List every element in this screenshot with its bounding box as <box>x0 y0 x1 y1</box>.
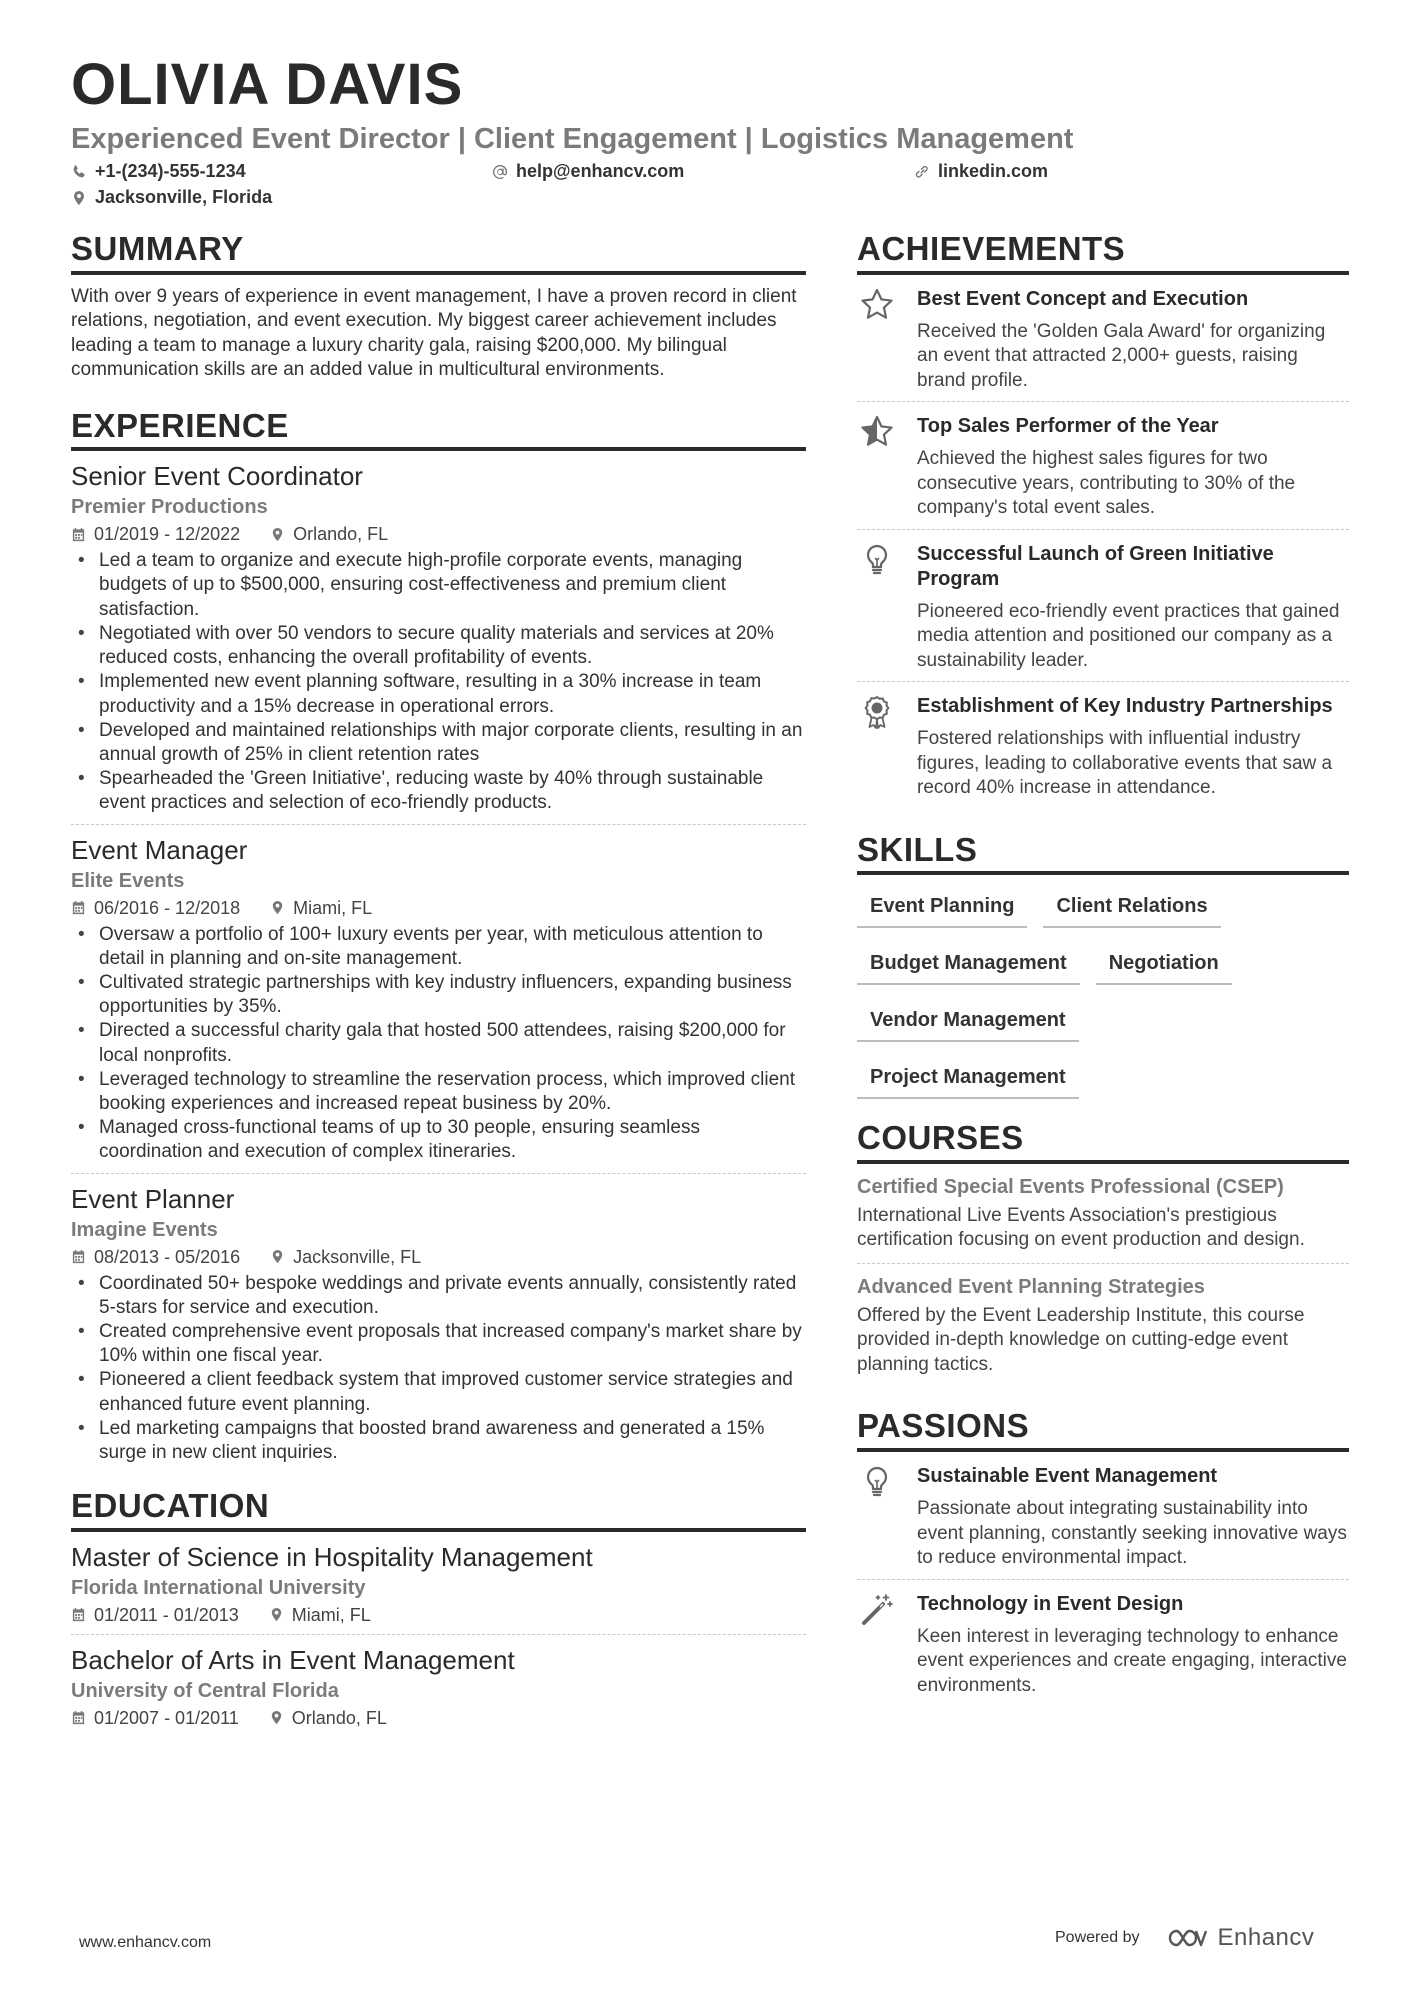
brand-logo[interactable] <box>1166 1924 1315 1952</box>
location-pin-icon <box>270 1249 285 1264</box>
passion-title: Technology in Event Design <box>917 1592 1184 1615</box>
achievement-title: Successful Launch of Green Initiative Program <box>917 542 1274 590</box>
education-meta <box>71 1602 806 1628</box>
location-text: Jacksonville, Florida <box>95 187 273 207</box>
location-pin-icon <box>270 900 285 915</box>
footer-branding <box>1055 1924 1314 1952</box>
skill-tag: Negotiation <box>1096 942 1232 985</box>
link-icon <box>914 164 930 180</box>
course-item <box>857 1164 1349 1264</box>
bullet-item: • Oversaw a portfolio of 100+ luxury events per year, with meticulous attention to detail in planning and on-site management. <box>71 923 806 971</box>
phone-icon <box>71 164 87 180</box>
achievement-desc: Achieved the highest sales figures for two consecutive years, contributing to 30% of the company's total event sales. <box>917 448 1296 519</box>
calendar-icon <box>71 1710 86 1725</box>
job-location: Orlando, FL <box>293 524 389 545</box>
degree-title: Master of Science in Hospitality Management <box>71 1541 593 1572</box>
job-dates: 08/2013 - 05/2016 <box>94 1246 241 1267</box>
bullet-item: • Cultivated strategic partnerships with key industry influencers, expanding business opportunities by 35%. <box>71 971 806 1019</box>
passion-desc: Passionate about integrating sustainability into event planning, constantly seeking innovative ways to reduce environmental impact. <box>917 1498 1347 1569</box>
education-dates: 01/2011 - 01/2013 <box>94 1604 239 1625</box>
location-pin-icon <box>269 1710 284 1725</box>
achievements-section <box>857 232 1349 809</box>
candidate-name: OLIVIA DAVIS <box>71 52 464 117</box>
job-bullets <box>71 1272 806 1466</box>
school-name: Florida International University <box>71 1576 366 1599</box>
education-dates: 01/2007 - 01/2011 <box>94 1707 239 1728</box>
right-column <box>857 232 1349 1706</box>
job-meta <box>71 521 806 547</box>
summary-heading: SUMMARY <box>71 232 806 275</box>
bullet-item: • Negotiated with over 50 vendors to secure quality materials and services at 20% reduced costs, enhancing the overall profitability of events. <box>71 622 806 670</box>
phone-text: +1-(234)-555-1234 <box>95 161 246 181</box>
job-title: Senior Event Coordinator <box>71 461 363 492</box>
education-entry <box>71 1532 806 1635</box>
achievement-item <box>857 402 1349 530</box>
job-meta <box>71 895 806 921</box>
brand-name: Enhancv <box>1217 1924 1315 1951</box>
summary-section <box>71 232 806 383</box>
passion-item <box>857 1452 1349 1580</box>
calendar-icon <box>71 900 86 915</box>
achievement-item <box>857 530 1349 683</box>
job-bullets <box>71 549 806 815</box>
location-pin-icon <box>269 1607 284 1622</box>
job-title: Event Planner <box>71 1183 235 1214</box>
job-company: Premier Productions <box>71 496 268 519</box>
linkedin-text: linkedin.com <box>938 161 1049 181</box>
passion-item <box>857 1580 1349 1707</box>
bullet-item: • Leveraged technology to streamline the reservation process, which improved client booking experiences and increased repeat business by 20%. <box>71 1068 806 1116</box>
contact-email[interactable] <box>492 161 684 182</box>
school-name: University of Central Florida <box>71 1679 339 1702</box>
left-column <box>71 232 806 1737</box>
achievement-desc: Pioneered eco-friendly event practices that gained media attention and positioned our company as a sustainability leader. <box>917 600 1340 671</box>
magic-wand-icon <box>859 1592 895 1628</box>
education-meta <box>71 1705 806 1731</box>
bullet-item: • Directed a successful charity gala that hosted 500 attendees, raising $200,000 for local nonprofits. <box>71 1019 806 1067</box>
education-section <box>71 1489 806 1737</box>
lightbulb-icon <box>859 542 895 578</box>
summary-text: With over 9 years of experience in event management, I have a proven record in client relations, negotiation, and event execution. My biggest career achievement includes leading a team to manage a luxury charity gala, raising $200,000. My bilingual communication skills are an added value in multicultural environments. <box>71 285 797 381</box>
location-pin-icon <box>71 190 87 206</box>
course-title: Advanced Event Planning Strategies <box>857 1275 1205 1298</box>
achievement-item <box>857 275 1349 403</box>
passion-title: Sustainable Event Management <box>917 1465 1218 1488</box>
powered-by-label: Powered by <box>1055 1929 1140 1946</box>
contact-phone <box>71 161 246 182</box>
achievement-title: Establishment of Key Industry Partnerships <box>917 695 1333 718</box>
achievement-item <box>857 682 1349 809</box>
course-desc: International Live Events Association's prestigious certification focusing on event production and design. <box>857 1204 1305 1251</box>
education-location: Miami, FL <box>291 1604 371 1625</box>
skill-tag: Event Planning <box>857 885 1027 928</box>
job-location: Miami, FL <box>293 897 373 918</box>
job-entry <box>71 825 806 1174</box>
lightbulb-icon <box>859 1464 895 1500</box>
bullet-item: • Led a team to organize and execute high-profile corporate events, managing budgets of up to $500,000, ensuring cost-effectiveness and premium client satisfaction. <box>71 549 806 622</box>
job-title: Event Manager <box>71 834 248 865</box>
education-heading: EDUCATION <box>71 1489 806 1532</box>
email-text: help@enhancv.com <box>516 161 685 181</box>
at-icon <box>492 164 508 180</box>
calendar-icon <box>71 1607 86 1622</box>
achievement-title: Top Sales Performer of the Year <box>917 415 1219 438</box>
passion-desc: Keen interest in leveraging technology to enhance event experiences and create engaging, interactive environments. <box>917 1625 1347 1696</box>
job-dates: 06/2016 - 12/2018 <box>94 897 241 918</box>
job-company: Elite Events <box>71 869 185 892</box>
bullet-item: • Led marketing campaigns that boosted brand awareness and generated a 15% surge in new client inquiries. <box>71 1417 806 1465</box>
job-dates: 01/2019 - 12/2022 <box>94 524 241 545</box>
enhancv-logo-icon <box>1166 1926 1210 1950</box>
skills-list <box>857 885 1349 1113</box>
half-star-icon <box>859 414 895 450</box>
bullet-item: • Created comprehensive event proposals that increased company's market share by 10% within one fiscal year. <box>71 1320 806 1368</box>
star-outline-icon <box>859 287 895 323</box>
experience-heading: EXPERIENCE <box>71 409 806 452</box>
skills-heading: SKILLS <box>857 833 1349 876</box>
skills-section <box>857 830 1349 1114</box>
achievement-title: Best Event Concept and Execution <box>917 287 1249 310</box>
education-location: Orlando, FL <box>291 1707 387 1728</box>
job-bullets <box>71 923 806 1165</box>
job-meta <box>71 1244 806 1270</box>
skill-tag: Budget Management <box>857 942 1080 985</box>
location-pin-icon <box>270 527 285 542</box>
skill-tag: Project Management <box>857 1056 1079 1099</box>
experience-section <box>71 406 806 1474</box>
bullet-item: • Developed and maintained relationships with major corporate clients, resulting in an annual growth of 25% in client retention rates <box>71 719 806 767</box>
skill-tag: Client Relations <box>1043 885 1220 928</box>
job-location: Jacksonville, FL <box>293 1246 422 1267</box>
achievement-desc: Fostered relationships with influential industry figures, leading to collaborative events that saw a record 40% increase in attendance. <box>917 728 1333 799</box>
bullet-item: • Implemented new event planning software, resulting in a 30% increase in team productivity and a 15% decrease in operational errors. <box>71 670 806 718</box>
achievements-heading: ACHIEVEMENTS <box>857 232 1349 275</box>
bullet-item: • Spearheaded the 'Green Initiative', reducing waste by 40% through sustainable event practices and selection of eco-friendly products. <box>71 767 806 815</box>
skill-tag: Vendor Management <box>857 999 1079 1042</box>
course-desc: Offered by the Event Leadership Institute, this course provided in-depth knowledge on cutting-edge event planning tactics. <box>857 1304 1305 1375</box>
courses-heading: COURSES <box>857 1121 1349 1164</box>
course-item <box>857 1264 1349 1388</box>
contact-linkedin[interactable] <box>914 161 1048 182</box>
courses-section <box>857 1121 1349 1387</box>
achievement-desc: Received the 'Golden Gala Award' for organizing an event that attracted 2,000+ guests, raising brand profile. <box>917 320 1326 391</box>
education-entry <box>71 1635 806 1737</box>
footer-website[interactable]: www.enhancv.com <box>79 1934 212 1951</box>
bullet-item: • Pioneered a client feedback system that improved customer service strategies and enhanced future event planning. <box>71 1368 806 1416</box>
job-entry <box>71 451 806 824</box>
calendar-icon <box>71 1249 86 1264</box>
bullet-item: • Coordinated 50+ bespoke weddings and private events annually, consistently rated 5-stars for service and execution. <box>71 1272 806 1320</box>
contact-location <box>71 187 272 208</box>
job-entry <box>71 1174 806 1474</box>
candidate-subtitle: Experienced Event Director | Client Engagement | Logistics Management <box>71 123 1074 155</box>
course-title: Certified Special Events Professional (CSEP) <box>857 1175 1284 1198</box>
award-badge-icon <box>859 694 895 730</box>
calendar-icon <box>71 527 86 542</box>
bullet-item: • Managed cross-functional teams of up to 30 people, ensuring seamless coordination and execution of complex itineraries. <box>71 1116 806 1164</box>
degree-title: Bachelor of Arts in Event Management <box>71 1644 515 1675</box>
job-company: Imagine Events <box>71 1218 218 1241</box>
passions-heading: PASSIONS <box>857 1409 1349 1452</box>
passions-section <box>857 1409 1349 1706</box>
